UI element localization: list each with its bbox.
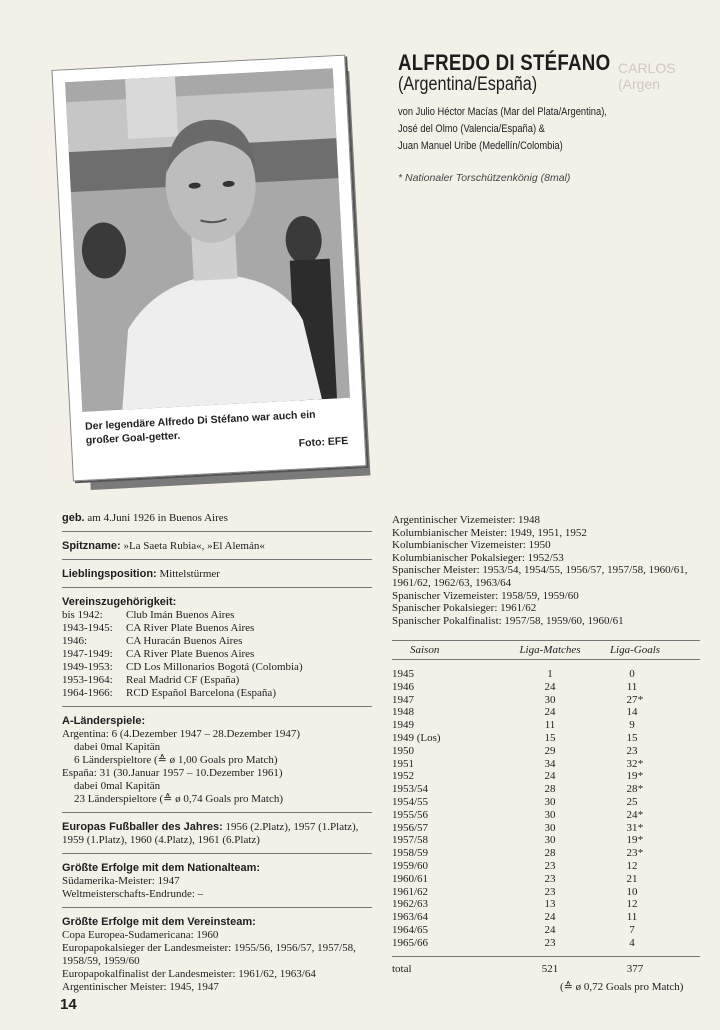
club-name: Real Madrid CF (España) — [126, 674, 240, 686]
club-row — [62, 661, 372, 674]
goals-cell-wrap — [590, 898, 680, 911]
photo-card — [51, 55, 366, 482]
goals-cell: 11 — [626, 911, 638, 924]
scorer-note: * Nationaler Torschützenkönig (8mal) — [398, 172, 571, 184]
table-row — [392, 847, 700, 860]
goals-cell-wrap — [590, 834, 680, 847]
goals-cell: 7 — [629, 923, 635, 936]
matches-cell: 30 — [544, 808, 556, 821]
table-row — [392, 770, 700, 783]
season-cell: 1965/66 — [392, 936, 429, 949]
table-row — [392, 886, 700, 899]
goals-cell: 0 — [629, 668, 635, 680]
title-line: Kolumbianischer Meister: 1949, 1951, 1952 — [392, 526, 587, 539]
matches-cell: 1 — [547, 668, 553, 680]
goals-cell-wrap — [590, 886, 680, 899]
author-line: von Julio Héctor Macías (Mar del Plata/Argentina), — [398, 106, 607, 118]
table-row — [392, 898, 700, 911]
club-years: 1949-1953: — [62, 661, 113, 673]
club-years: 1953-1964: — [62, 674, 113, 686]
matches-cell: 15 — [544, 731, 556, 744]
club-success-line: Europapokalsieger der Landesmeister: 1955/56, 1956/57, 1957/58, 1958/59, 1959/60 — [62, 942, 356, 967]
matches-cell: 23 — [544, 885, 556, 898]
caps-line: España: 31 (30.Januar 1957 – 10.Dezember 1961) — [62, 767, 283, 779]
photo-credit: Foto: EFE — [298, 434, 349, 450]
top-scorer-mark: * — [637, 783, 644, 796]
club-row — [62, 622, 372, 635]
goals-cell-wrap — [590, 770, 680, 783]
player-country: (Argentina/España) — [398, 74, 538, 95]
caps-line: 6 Länderspieltore (≙ ø 1,00 Goals pro Match) — [74, 754, 278, 766]
season-cell: 1951 — [392, 757, 414, 770]
matches-cell: 11 — [544, 719, 556, 732]
season-cell: 1955/56 — [392, 808, 429, 821]
table-row — [392, 719, 700, 732]
season-cell: 1959/60 — [392, 859, 429, 872]
club-name: CA Huracán Buenos Aires — [126, 635, 243, 647]
season-cell: 1954/55 — [392, 795, 429, 808]
title-line: Kolumbianischer Pokalsieger: 1952/53 — [392, 551, 564, 564]
top-scorer-mark: * — [637, 834, 644, 847]
goals-cell: 25 — [626, 795, 638, 808]
season-cell: 1957/58 — [392, 834, 429, 847]
authors — [398, 104, 653, 155]
matches-cell: 24 — [544, 911, 556, 924]
matches-cell: 34 — [544, 757, 556, 770]
born-section — [62, 510, 372, 532]
player-name: ALFREDO DI STÉFANO — [398, 50, 611, 75]
club-success-line: Copa Europea-Sudamericana: 1960 — [62, 929, 219, 941]
season-cell: 1945 — [392, 668, 414, 680]
caps-label: A-Länderspiele: — [62, 715, 146, 727]
goals-cell: 10 — [626, 885, 638, 898]
matches-cell: 23 — [544, 872, 556, 885]
caption-text: Der legendäre Alfredo Di Stéfano war auch ein großer Goal-getter. — [84, 408, 316, 447]
table-row — [392, 796, 700, 809]
table-row — [392, 822, 700, 835]
goals-cell-wrap — [590, 719, 680, 732]
goals-cell: 23 — [626, 744, 638, 757]
national-label: Größte Erfolge mit dem Nationalteam: — [62, 862, 261, 874]
caps-line: dabei 0mal Kapitän — [74, 741, 161, 753]
season-cell: 1948 — [392, 706, 414, 719]
goals-cell-wrap — [590, 847, 680, 860]
goals-cell-wrap — [590, 873, 680, 886]
table-header — [392, 640, 700, 660]
title-line: Spanischer Pokalfinalist: 1957/58, 1959/60, 1960/61 — [392, 614, 624, 627]
europe-section — [62, 819, 372, 854]
club-row — [62, 687, 372, 700]
goals-cell-wrap — [590, 822, 680, 835]
club-years: bis 1942: — [62, 609, 103, 621]
season-cell: 1962/63 — [392, 898, 429, 911]
table-row — [392, 732, 700, 745]
goals-cell: 15 — [626, 731, 638, 744]
matches-cell: 28 — [544, 847, 556, 860]
header-goals: Liga-Goals — [609, 644, 661, 656]
goals-cell: 11 — [626, 680, 638, 693]
club-success-line: Europapokalfinalist der Landesmeister: 1961/62, 1963/64 — [62, 968, 316, 980]
season-cell: 1952 — [392, 770, 414, 783]
table-row — [392, 924, 700, 937]
bio-column — [62, 510, 372, 1006]
goals-cell-wrap — [590, 796, 680, 809]
total-matches: 521 — [541, 962, 559, 975]
player-photo-illustration — [65, 68, 350, 412]
club-success-label: Größte Erfolge mit dem Vereinsteam: — [62, 916, 256, 928]
club-years: 1947-1949: — [62, 648, 113, 660]
matches-cell: 13 — [544, 898, 556, 911]
matches-cell: 24 — [544, 770, 556, 783]
title-line: Spanischer Vizemeister: 1958/59, 1959/60 — [392, 589, 579, 602]
club-name: CA River Plate Buenos Aires — [126, 622, 255, 634]
club-years: 1964-1966: — [62, 687, 113, 699]
goals-cell: 31 — [626, 821, 638, 834]
goals-cell-wrap — [590, 911, 680, 924]
matches-cell: 30 — [544, 693, 556, 706]
goals-cell-wrap — [590, 783, 680, 796]
club-success-section — [62, 914, 372, 1000]
photo-caption — [85, 406, 349, 462]
table-row — [392, 745, 700, 758]
table-total-row — [392, 956, 700, 975]
total-label: total — [392, 962, 412, 975]
title-line: Argentinischer Vizemeister: 1948 — [392, 514, 541, 526]
matches-cell: 30 — [544, 821, 556, 834]
clubs-label: Vereinszugehörigkeit: — [62, 596, 177, 608]
caps-line: dabei 0mal Kapitän — [74, 780, 161, 792]
season-cell: 1949 — [392, 719, 414, 732]
club-row — [62, 674, 372, 687]
table-row — [392, 694, 700, 707]
club-row — [62, 635, 372, 648]
goals-cell: 12 — [626, 898, 638, 911]
top-scorer-mark: * — [637, 847, 644, 860]
nickname-label: Spitzname: — [62, 540, 121, 552]
title-block — [398, 50, 698, 155]
top-scorer-mark: * — [637, 757, 644, 770]
season-cell: 1964/65 — [392, 923, 429, 936]
club-name: Club Imán Buenos Aires — [126, 609, 235, 621]
caps-line: 23 Länderspieltore (≙ ø 0,74 Goals pro Match) — [74, 793, 283, 805]
club-name: RCD Español Barcelona (España) — [126, 687, 276, 699]
page-number: 14 — [60, 996, 77, 1013]
table-row — [392, 809, 700, 822]
europe-label: Europas Fußballer des Jahres: — [62, 821, 223, 833]
season-cell: 1956/57 — [392, 821, 429, 834]
club-years: 1946: — [62, 635, 88, 647]
table-row — [392, 706, 700, 719]
goals-cell: 14 — [626, 706, 638, 719]
position-section — [62, 566, 372, 588]
club-row — [62, 648, 372, 661]
position-value: Mittelstürmer — [159, 568, 220, 580]
goals-cell-wrap — [590, 860, 680, 873]
table-row — [392, 911, 700, 924]
goals-cell-wrap — [590, 924, 680, 937]
season-cell: 1953/54 — [392, 783, 429, 796]
goals-cell: 19 — [626, 770, 638, 783]
goals-cell-wrap — [590, 681, 680, 694]
clubs-section — [62, 594, 372, 707]
goals-cell-wrap — [590, 706, 680, 719]
matches-cell: 30 — [544, 795, 556, 808]
goals-cell-wrap — [590, 937, 680, 950]
club-row — [62, 609, 372, 622]
national-section — [62, 860, 372, 908]
club-name: CD Los Millonarios Bogotá (Colombia) — [126, 661, 303, 673]
goals-cell: 12 — [626, 859, 638, 872]
title-line: Spanischer Meister: 1953/54, 1954/55, 1956/57, 1957/58, 1960/61, 1961/62, 1962/63, 1963/64 — [392, 564, 688, 589]
nickname-section — [62, 538, 372, 560]
club-success-line: Argentinischer Meister: 1945, 1947 — [62, 981, 219, 993]
top-scorer-mark: * — [637, 808, 644, 821]
table-row — [392, 937, 700, 950]
table-body — [392, 668, 700, 950]
national-line: Südamerika-Meister: 1947 — [62, 875, 180, 887]
caps-line: Argentina: 6 (4.Dezember 1947 – 28.Dezember 1947) — [62, 728, 301, 740]
title-line: Spanischer Pokalsieger: 1961/62 — [392, 602, 537, 615]
titles-list — [392, 514, 712, 627]
table-row — [392, 668, 700, 681]
season-cell: 1950 — [392, 744, 414, 757]
goals-cell: 21 — [626, 872, 638, 885]
season-cell: 1949 (Los) — [392, 731, 441, 744]
table-row — [392, 834, 700, 847]
goals-cell-wrap — [590, 694, 680, 707]
goals-cell: 19 — [626, 834, 638, 847]
matches-cell: 30 — [544, 834, 556, 847]
header-season: Saison — [410, 644, 440, 656]
position-label: Lieblingsposition: — [62, 568, 157, 580]
born-value: am 4.Juni 1926 in Buenos Aires — [87, 512, 228, 524]
matches-cell: 24 — [544, 923, 556, 936]
top-scorer-mark: * — [637, 821, 644, 834]
player-photo — [65, 68, 350, 412]
season-cell: 1946 — [392, 680, 414, 693]
club-name: CA River Plate Buenos Aires — [126, 648, 255, 660]
matches-cell: 28 — [544, 783, 556, 796]
goals-cell: 32 — [626, 757, 638, 770]
table-row — [392, 783, 700, 796]
goals-cell: 4 — [629, 936, 635, 949]
national-line: Weltmeisterschafts-Endrunde: – — [62, 888, 204, 900]
matches-cell: 23 — [544, 859, 556, 872]
goals-cell: 24 — [626, 808, 638, 821]
goals-cell-wrap — [590, 732, 680, 745]
bleed-through: CARLOS (Argen — [618, 60, 676, 92]
table-row — [392, 873, 700, 886]
season-cell: 1947 — [392, 693, 414, 706]
top-scorer-mark: * — [637, 693, 644, 706]
top-scorer-mark: * — [637, 770, 644, 783]
goals-cell-wrap — [590, 809, 680, 822]
europe-value: 1956 (2.Platz), 1957 (1.Platz), 1959 (1.Platz), 1960 (4.Platz), 1961 (6.Platz) — [62, 821, 359, 846]
matches-cell: 24 — [544, 706, 556, 719]
season-cell: 1960/61 — [392, 872, 429, 885]
goals-cell: 28 — [626, 783, 638, 796]
table-row — [392, 681, 700, 694]
goals-cell-wrap — [590, 745, 680, 758]
nickname-value: »La Saeta Rubia«, »El Alemán« — [123, 540, 265, 552]
league-table — [392, 640, 700, 975]
goals-cell-wrap — [590, 668, 680, 681]
author-line: Juan Manuel Uribe (Medellín/Colombia) — [398, 140, 563, 152]
club-years: 1943-1945: — [62, 622, 113, 634]
table-row — [392, 860, 700, 873]
matches-cell: 29 — [544, 744, 556, 757]
born-label: geb. — [62, 512, 85, 524]
total-goals: 377 — [626, 962, 644, 975]
matches-cell: 23 — [544, 936, 556, 949]
goals-cell: 27 — [626, 693, 638, 706]
season-cell: 1961/62 — [392, 885, 429, 898]
matches-cell: 24 — [544, 680, 556, 693]
table-row — [392, 758, 700, 771]
author-line: José del Olmo (Valencia/España) & — [398, 123, 545, 135]
caps-section — [62, 713, 372, 813]
season-cell: 1958/59 — [392, 847, 429, 860]
goals-cell-wrap — [590, 758, 680, 771]
goals-cell: 9 — [629, 719, 635, 732]
goals-cell: 23 — [626, 847, 638, 860]
season-cell: 1963/64 — [392, 911, 429, 924]
title-line: Kolumbianischer Vizemeister: 1950 — [392, 539, 551, 552]
goal-average: (≙ ø 0,72 Goals pro Match) — [560, 981, 684, 993]
header-matches: Liga-Matches — [519, 644, 581, 656]
